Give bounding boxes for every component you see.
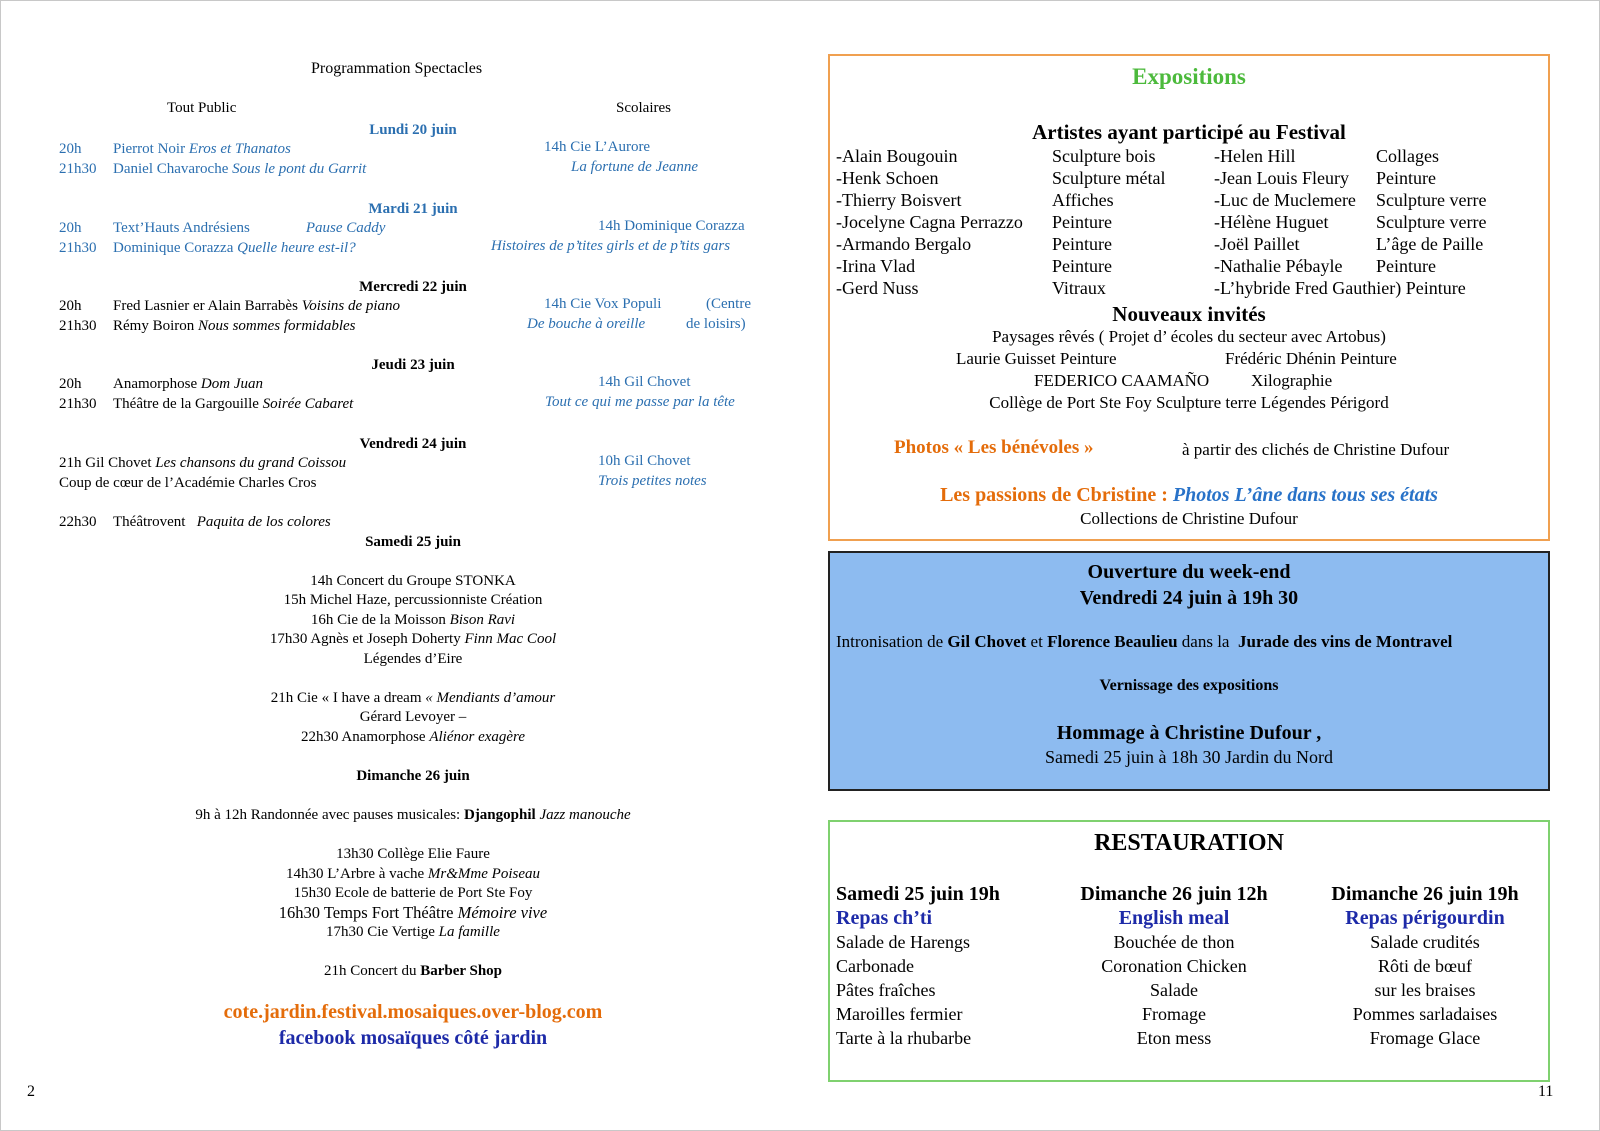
program-row: 9h à 12h Randonnée avec pauses musicales: Djangophil Jazz manouche	[195, 807, 631, 823]
menu-item: Fromage Glace	[1369, 1028, 1481, 1048]
program-row: 22h30 Anamorphose Aliénor exagère	[301, 729, 525, 745]
guest-line: Laurie Guisset Peinture	[956, 349, 1117, 368]
intronisation-line: Intronisation de Gil Chovet et Florence Beaulieu dans la Jurade des vins de Montravel	[836, 632, 1453, 651]
expositions-title: Expositions	[1132, 64, 1246, 89]
menu-date: Dimanche 26 juin 12h	[1080, 883, 1268, 905]
program-row: 21h Cie « I have a dream « Mendiants d’amour	[270, 690, 556, 706]
artist-medium: L’âge de Paille	[1376, 234, 1484, 254]
menu-item: Salade crudités	[1370, 932, 1480, 952]
artist-medium: Affiches	[1052, 190, 1114, 210]
school-show-note: de loisirs)	[686, 316, 746, 332]
expositions-box	[828, 54, 1550, 541]
menu-item: Pâtes fraîches	[836, 980, 936, 1000]
restauration-title: RESTAURATION	[1094, 830, 1284, 856]
menu-item: Coronation Chicken	[1101, 956, 1247, 976]
day-heading-mardi: Mardi 21 juin	[368, 201, 458, 217]
artist-medium: Peinture	[1376, 256, 1436, 276]
program-row: 14h Concert du Groupe STONKA	[310, 573, 516, 589]
menu-item: sur les braises	[1374, 980, 1476, 1000]
menu-item: Bouchée de thon	[1113, 932, 1235, 952]
guest-line: Xilographie	[1251, 371, 1333, 390]
artist-medium: Sculpture bois	[1052, 146, 1156, 166]
col-public-header: Tout Public	[167, 100, 237, 116]
hommage-date: Samedi 25 juin à 18h 30 Jardin du Nord	[1045, 747, 1333, 767]
page-number-right: 11	[1538, 1083, 1554, 1100]
program-row: 20h Pierrot Noir Eros et Thanatos	[59, 141, 291, 157]
school-show-title: De bouche à oreille	[527, 316, 646, 332]
menu-item: Tarte à la rhubarbe	[836, 1028, 972, 1048]
program-row: 21h30 Rémy Boiron Nous sommes formidables	[59, 318, 356, 334]
menu-item: Eton mess	[1136, 1028, 1212, 1048]
passions-line: Les passions de Cbristine : Photos L’âne dans tous ses états	[940, 484, 1438, 506]
artist-name: -Henk Schoen	[836, 168, 939, 188]
day-heading-lundi: Lundi 20 juin	[369, 122, 457, 138]
menu-date: Dimanche 26 juin 19h	[1331, 883, 1519, 905]
menu-item: Pommes sarladaises	[1352, 1004, 1498, 1024]
program-row: 20h Fred Lasnier er Alain Barrabès Voisins de piano	[59, 298, 401, 314]
menu-item: Fromage	[1142, 1004, 1206, 1024]
day-heading-samedi: Samedi 25 juin	[365, 534, 461, 550]
program-row: 15h30 Ecole de batterie de Port Ste Foy	[293, 885, 533, 901]
program-row: 21h30 Dominique Corazza Quelle heure est-il?	[59, 240, 356, 256]
artist-name: -Luc de Muclemere	[1214, 190, 1356, 210]
artist-medium: Peinture	[1052, 212, 1112, 232]
school-show: 10h Gil Chovet	[598, 453, 691, 469]
artist-name: -L’hybride Fred Gauthier) Peinture	[1214, 278, 1466, 298]
artist-medium: Peinture	[1052, 256, 1112, 276]
guest-line: Paysages rêvés ( Projet d’ écoles du secteur avec Artobus)	[992, 327, 1386, 346]
program-row: 15h Michel Haze, percussionniste Création	[283, 592, 543, 608]
day-heading-jeudi: Jeudi 23 juin	[371, 357, 455, 373]
menu-item: Salade de Harengs	[836, 932, 970, 952]
school-show-title: La fortune de Jeanne	[571, 159, 699, 175]
school-show-note: (Centre	[706, 296, 751, 312]
menu-date: Samedi 25 juin 19h	[836, 883, 1000, 905]
day-heading-dimanche: Dimanche 26 juin	[356, 768, 470, 784]
program-title: Programmation Spectacles	[311, 60, 483, 77]
artist-name: -Nathalie Pébayle	[1214, 256, 1343, 276]
program-row: 13h30 Collège Elie Faure	[336, 846, 490, 862]
opening-title: Ouverture du week-end	[1087, 561, 1291, 583]
program-row: 16h30 Temps Fort Théâtre Mémoire vive	[278, 903, 548, 922]
guest-line: Collège de Port Ste Foy Sculpture terre Légendes Périgord	[989, 393, 1389, 412]
artist-name: -Jocelyne Cagna Perrazzo	[836, 212, 1023, 232]
program-row: 14h30 L’Arbre à vache Mr&Mme Poiseau	[286, 866, 540, 882]
menu-item: Salade	[1150, 980, 1198, 1000]
hommage-title: Hommage à Christine Dufour ,	[1056, 722, 1322, 744]
menu-item: Carbonade	[836, 956, 914, 976]
col-scolaires-header: Scolaires	[616, 100, 671, 116]
opening-date: Vendredi 24 juin à 19h 30	[1079, 587, 1299, 609]
menu-name: Repas périgourdin	[1345, 907, 1505, 929]
program-row: 21h Concert du Barber Shop	[323, 963, 503, 979]
program-row: 20h Anamorphose Dom Juan	[59, 376, 263, 392]
artist-name: -Helen Hill	[1214, 146, 1296, 166]
program-row: Légendes d’Eire	[363, 651, 463, 667]
artist-name: -Joël Paillet	[1214, 234, 1300, 254]
opening-box	[828, 551, 1550, 791]
artist-name: -Armando Bergalo	[836, 234, 972, 254]
artist-medium: Sculpture métal	[1052, 168, 1166, 188]
program-row: 21h30 Théâtre de la Gargouille Soirée Cabaret	[59, 396, 354, 412]
artist-name: -Thierry Boisvert	[836, 190, 962, 210]
school-show: 14h Cie L’Aurore	[544, 139, 651, 155]
photos-title: Photos « Les bénévoles »	[894, 437, 1094, 458]
artist-medium: Peinture	[1376, 168, 1436, 188]
artist-medium: Peinture	[1052, 234, 1112, 254]
vernissage-line: Vernissage des expositions	[1099, 677, 1279, 694]
guest-line: FEDERICO CAAMAÑO	[1034, 371, 1210, 390]
page-number-left: 2	[27, 1083, 35, 1100]
program-row: 21h30 Daniel Chavaroche Sous le pont du Garrit	[59, 161, 367, 177]
artist-medium: Vitraux	[1052, 278, 1106, 298]
program-row: 20h Text’Hauts Andrésiens Pause Caddy	[59, 220, 386, 236]
artist-name: -Jean Louis Fleury	[1214, 168, 1349, 188]
collections-line: Collections de Christine Dufour	[1080, 509, 1298, 528]
school-show-title: Tout ce qui me passe par la tête	[545, 394, 735, 410]
program-row: 16h Cie de la Moisson Bison Ravi	[310, 612, 516, 628]
program-row: Coup de cœur de l’Académie Charles Cros	[59, 475, 317, 491]
restauration-box	[828, 820, 1550, 1082]
menu-name: Repas ch’ti	[836, 907, 933, 929]
program-row: Gérard Levoyer –	[359, 709, 467, 725]
school-show: 14h Cie Vox Populi	[544, 296, 662, 312]
artist-name: -Gerd Nuss	[836, 278, 919, 298]
photos-note: à partir des clichés de Christine Dufour	[1182, 440, 1450, 459]
school-show: 14h Dominique Corazza	[598, 218, 745, 234]
artist-medium: Sculpture verre	[1376, 212, 1487, 232]
day-heading-mercredi: Mercredi 22 juin	[359, 279, 467, 295]
guest-line: Frédéric Dhénin Peinture	[1225, 349, 1397, 368]
menu-column	[1312, 882, 1538, 1050]
school-show: 14h Gil Chovet	[598, 374, 691, 390]
program-row: 21h Gil Chovet Les chansons du grand Coissou	[59, 455, 347, 471]
artist-medium: Collages	[1376, 146, 1439, 166]
menu-column	[1064, 882, 1284, 1050]
blog-link[interactable]: cote.jardin.festival.mosaiques.over-blog.com	[223, 1001, 603, 1023]
artist-name: -Hélène Huguet	[1214, 212, 1329, 232]
day-heading-vendredi: Vendredi 24 juin	[359, 436, 467, 452]
program-row: 17h30 Cie Vertige La famille	[326, 924, 500, 940]
guests-title: Nouveaux invités	[1112, 302, 1266, 326]
artist-name: -Irina Vlad	[836, 256, 916, 276]
menu-item: Rôti de bœuf	[1378, 956, 1472, 976]
artist-name: -Alain Bougouin	[836, 146, 958, 166]
program-row: 22h30 Théâtrovent Paquita de los colores	[59, 514, 331, 530]
menu-column	[836, 882, 1000, 1050]
program-row: 17h30 Agnès et Joseph Doherty Finn Mac Cool	[269, 631, 557, 647]
facebook-link[interactable]: facebook mosaïques côté jardin	[278, 1027, 548, 1049]
school-show-title: Histoires de p’tites girls et de p’tits gars	[491, 238, 731, 254]
menu-name: English meal	[1118, 907, 1230, 929]
school-show-title: Trois petites notes	[598, 473, 707, 489]
artists-subtitle: Artistes ayant participé au Festival	[1032, 120, 1346, 144]
menu-item: Maroilles fermier	[836, 1004, 963, 1024]
artist-medium: Sculpture verre	[1376, 190, 1487, 210]
